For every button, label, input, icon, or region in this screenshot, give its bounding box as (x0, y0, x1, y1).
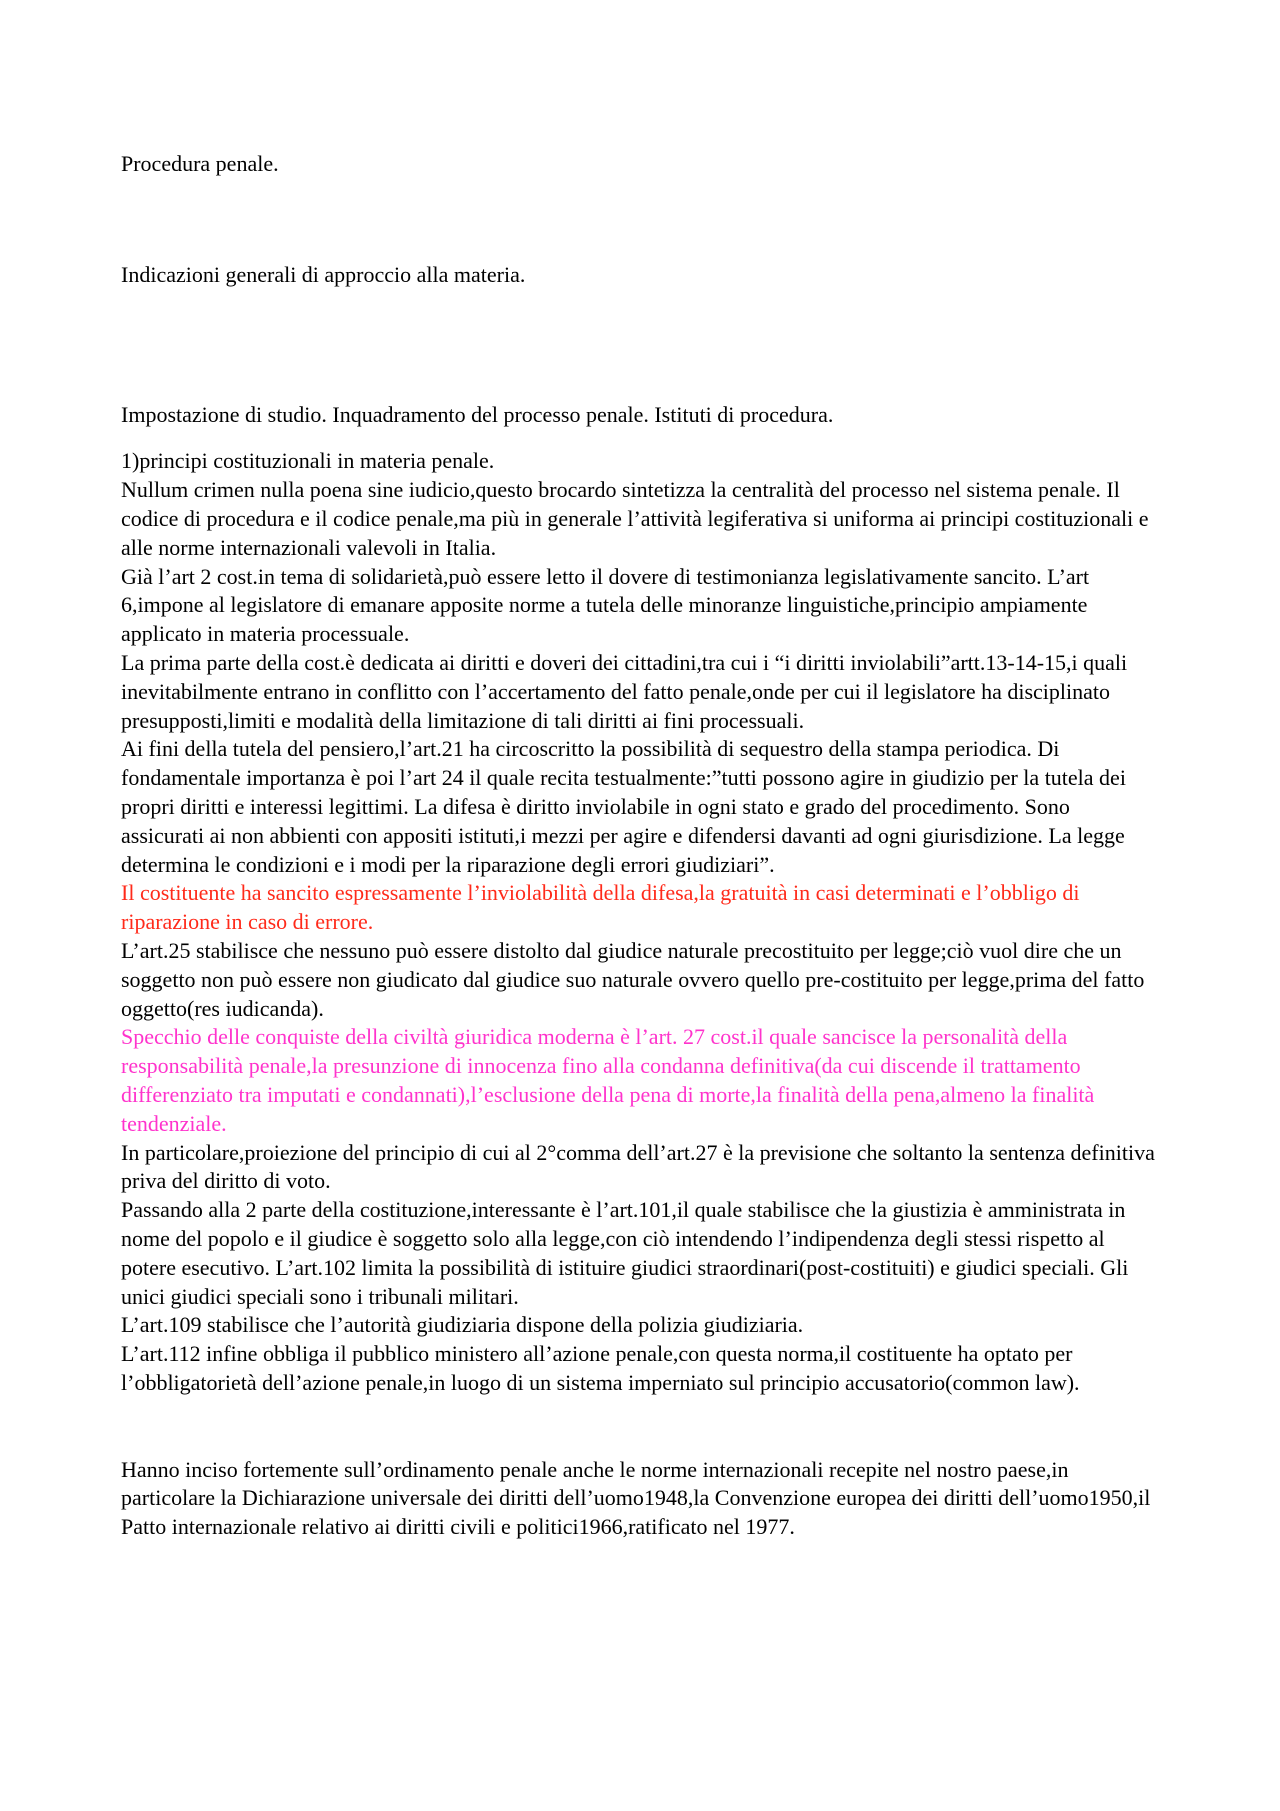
section-heading: Impostazione di studio. Inquadramento del processo penale. Istituti di procedura. (121, 401, 834, 427)
paragraph-art-112: L’art.112 infine obbliga il pubblico ministero all’azione penale,con questa norma,il costituente ha optato per l’obbligatorietà dell’azione penale,in luogo di un sistema imperniato sul principio accusatorio(common law). (121, 1341, 1080, 1395)
document-title: Procedura penale. (121, 151, 279, 176)
spacer (121, 290, 1156, 401)
spacer (121, 1398, 1156, 1456)
document-page (121, 150, 1156, 1542)
paragraph-highlight-red: Il costituente ha sancito espressamente l’inviolabilità della difesa,la gratuità in casi determinati e l’obbligo di riparazione in caso di errore. (121, 880, 1080, 935)
paragraph-art-2-6: Già l’art 2 cost.in tema di solidarietà,può essere letto il dovere di testimonianza legislativamente sancito. L’art 6,impone al legislatore di emanare apposite norme a tutela delle minoranze linguistiche,principio ampiamente applicato in materia processuale. (121, 563, 1090, 647)
paragraph-diritti-inviolabili: La prima parte della cost.è dedicata ai diritti e doveri dei cittadini,tra cui i “i diritti inviolabili”artt.13-14-15,i quali inevitabilmente entrano in conflitto con l’accertamento del fatto penale,onde per cui il legislatore ha disciplinato presupposti,limiti e modalità della limitazione di tali diritti ai fini processuali. (121, 649, 1128, 733)
paragraph-principles-heading: 1)principi costituzionali in materia penale. (121, 448, 495, 474)
paragraph-art-21-24: Ai fini della tutela del pensiero,l’art.21 ha circoscritto la possibilità di sequestro della stampa periodica. Di fondamentale importanza è poi l’art 24 il quale recita testualmente:”tutti possono agire in giudizio per la tutela dei propri diritti e interessi legittimi. La difesa è diritto inviolabile in ogni stato e grado del procedimento. Sono assicurati ai non abbienti con appositi istituti,i mezzi per agire e difendersi davanti ad ogni giurisdizione. La legge determina le condizioni e i modi per la riparazione degli errori giudiziari”. (121, 736, 1126, 877)
paragraph-norme-internazionali: Hanno inciso fortemente sull’ordinamento penale anche le norme internazionali recepite nel nostro paese,in particolare la Dichiarazione universale dei diritti dell’uomo1948,la Convenzione europea dei diritti dell’uomo1950,il Patto internazionale relativo ai diritti civili e politici1966,ratificato nel 1977. (121, 1456, 1151, 1540)
paragraph-art-27-comma: In particolare,proiezione del principio di cui al 2°comma dell’art.27 è la previsione che soltanto la sentenza definitiva priva del diritto di voto. (121, 1139, 1155, 1194)
paragraph-art-25: L’art.25 stabilisce che nessuno può essere distolto dal giudice naturale precostituito per legge;ciò vuol dire che un soggetto non può essere non giudicato dal giudice suo naturale ovvero quello pre-costituito per legge,prima del fatto oggetto(res iudicanda). (121, 937, 1145, 1021)
paragraph-art-101-102: Passando alla 2 parte della costituzione,interessante è l’art.101,il quale stabilisce che la giustizia è amministrata in nome del popolo e il giudice è soggetto solo alla legge,con ciò intendendo l’indipendenza degli stessi rispetto al potere esecutivo. L’art.102 limita la possibilità di istituire giudici straordinari(post-costituiti) e giudici speciali. Gli unici giudici speciali sono i tribunali militari. (121, 1197, 1129, 1309)
spacer (121, 179, 1156, 261)
document-subtitle: Indicazioni generali di approccio alla materia. (121, 261, 526, 287)
paragraph-nullum-crimen: Nullum crimen nulla poena sine iudicio,questo brocardo sintetizza la centralità del processo nel sistema penale. Il codice di procedura e il codice penale,ma più in generale l’attività legiferativa si uniforma ai principi costituzionali e alle norme internazionali valevoli in Italia. (121, 477, 1149, 560)
paragraph-art-109: L’art.109 stabilisce che l’autorità giudiziaria dispone della polizia giudiziaria. (121, 1312, 804, 1338)
paragraph-highlight-magenta: Specchio delle conquiste della civiltà giuridica moderna è l’art. 27 cost.il quale sancisce la personalità della responsabilità penale,la presunzione di innocenza fino alla condanna definitiva(da cui discende il trattamento differenziato tra imputati e condannati),l’esclusione della pena di morte,la finalità della pena,almeno la finalità tendenziale. (121, 1024, 1095, 1136)
spacer (121, 429, 1156, 447)
